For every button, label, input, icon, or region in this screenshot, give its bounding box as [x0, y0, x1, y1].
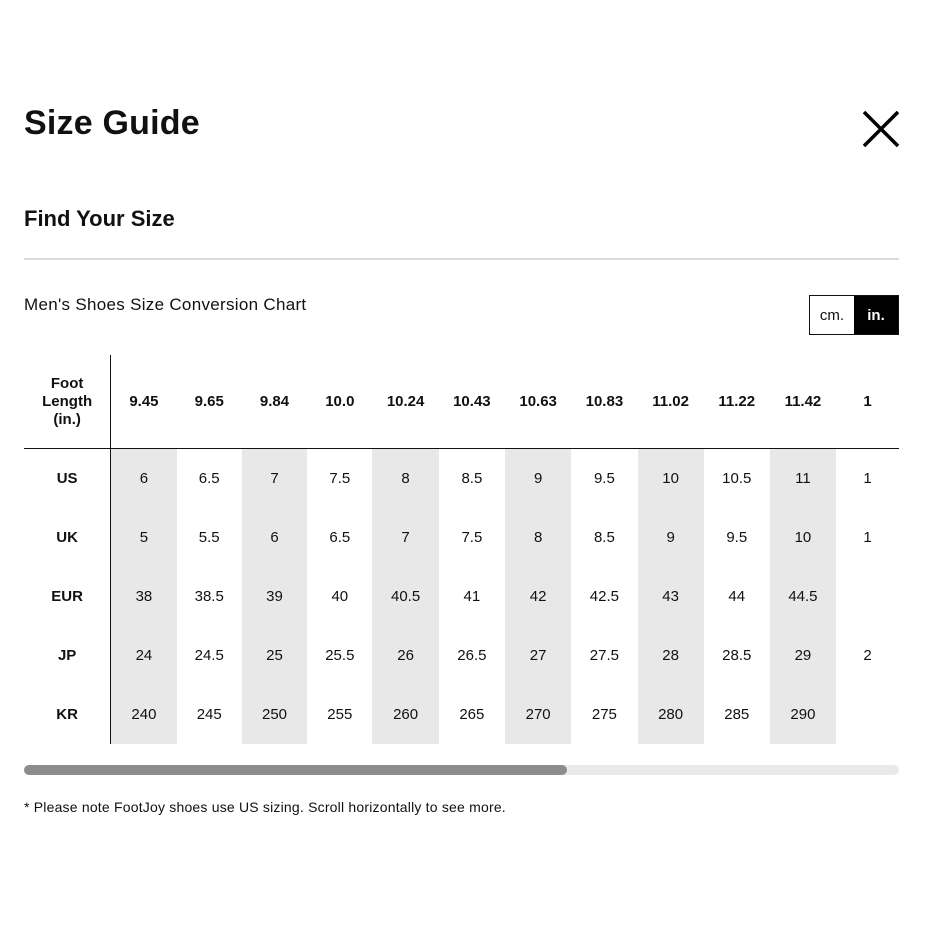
size-cell: 8 [505, 508, 571, 567]
foot-length-column-header: 11.02 [638, 355, 704, 449]
size-cell: 270 [505, 685, 571, 744]
size-cell: 2 [863, 647, 872, 664]
row-label: KR [24, 685, 111, 744]
foot-length-column-header: 10.83 [571, 355, 637, 449]
foot-length-header-line: Foot [50, 374, 84, 392]
table-row [24, 626, 899, 685]
foot-length-header [24, 355, 111, 449]
size-cell: 7 [242, 449, 307, 509]
size-cell: 44.5 [770, 567, 836, 626]
table-header-row [24, 355, 899, 449]
size-cell: 5.5 [198, 529, 220, 546]
size-cell: 24.5 [194, 647, 224, 664]
size-cell: 255 [327, 706, 353, 723]
size-cell: 6 [242, 508, 307, 567]
foot-length-header-line: (in.) [53, 410, 81, 428]
size-cell: 9.5 [593, 470, 615, 487]
size-cell: 43 [638, 567, 704, 626]
row-label: EUR [24, 567, 111, 626]
size-cell: 285 [724, 706, 750, 723]
unit-toggle [809, 295, 899, 335]
table-body [24, 449, 899, 745]
size-cell: 240 [111, 685, 177, 744]
size-conversion-table [24, 355, 899, 744]
unit-in-button[interactable]: in. [854, 296, 898, 334]
size-cell: 7.5 [461, 529, 483, 546]
size-cell: 38 [111, 567, 177, 626]
size-cell: 26 [372, 626, 438, 685]
foot-length-column-header: 11.42 [770, 355, 836, 449]
size-cell: 27.5 [589, 647, 619, 664]
size-cell: 265 [459, 706, 485, 723]
size-cell: 28 [638, 626, 704, 685]
modal-title: Size Guide [24, 104, 200, 142]
foot-length-column-header: 9.84 [242, 355, 307, 449]
size-cell: 39 [242, 567, 307, 626]
foot-length-column-header: 10.63 [505, 355, 571, 449]
close-icon [860, 108, 902, 150]
size-cell: 10.5 [722, 470, 752, 487]
unit-cm-button[interactable]: cm. [810, 296, 854, 334]
table-row [24, 567, 899, 626]
horizontal-scrollbar[interactable] [24, 765, 899, 775]
size-cell: 8.5 [461, 470, 483, 487]
size-cell: 41 [463, 588, 481, 605]
size-cell: 1 [863, 470, 872, 487]
size-cell: 44 [728, 588, 746, 605]
sizing-note: * Please note FootJoy shoes use US sizing. Scroll horizontally to see more. [24, 799, 506, 815]
size-cell: 6 [111, 449, 177, 509]
foot-length-column-header: 1 [836, 355, 899, 449]
size-cell: 6.5 [329, 529, 351, 546]
size-cell: 1 [863, 529, 872, 546]
size-cell: 250 [242, 685, 307, 744]
size-cell: 9.5 [726, 529, 748, 546]
section-subtitle: Find Your Size [24, 206, 175, 231]
size-cell [836, 685, 899, 744]
size-table-scroll-area[interactable] [24, 355, 899, 745]
size-cell: 40 [331, 588, 349, 605]
size-cell: 7 [372, 508, 438, 567]
size-cell: 29 [770, 626, 836, 685]
size-cell: 42 [505, 567, 571, 626]
size-cell: 25.5 [325, 647, 355, 664]
size-cell: 8.5 [593, 529, 615, 546]
row-label: US [24, 449, 111, 509]
size-cell: 260 [372, 685, 438, 744]
size-cell: 7.5 [329, 470, 351, 487]
foot-length-column-header: 9.65 [177, 355, 242, 449]
size-cell: 11 [770, 449, 836, 509]
foot-length-header-line: Length [42, 392, 93, 410]
size-cell: 38.5 [194, 588, 224, 605]
size-cell: 9 [505, 449, 571, 509]
size-cell: 6.5 [198, 470, 220, 487]
foot-length-column-header: 10.43 [439, 355, 505, 449]
size-cell: 245 [196, 706, 222, 723]
foot-length-column-header: 10.24 [372, 355, 438, 449]
table-row [24, 685, 899, 744]
table-row [24, 508, 899, 567]
size-cell: 28.5 [722, 647, 752, 664]
size-cell [836, 567, 899, 626]
size-cell: 9 [638, 508, 704, 567]
chart-heading: Men's Shoes Size Conversion Chart [24, 295, 307, 314]
size-cell: 275 [591, 706, 617, 723]
size-cell: 42.5 [589, 588, 619, 605]
size-cell: 27 [505, 626, 571, 685]
row-label: UK [24, 508, 111, 567]
close-button[interactable] [860, 108, 902, 150]
size-cell: 40.5 [372, 567, 438, 626]
size-cell: 10 [638, 449, 704, 509]
size-cell: 10 [770, 508, 836, 567]
table-row [24, 449, 899, 509]
size-cell: 24 [111, 626, 177, 685]
size-cell: 5 [111, 508, 177, 567]
row-label: JP [24, 626, 111, 685]
foot-length-column-header: 10.0 [307, 355, 372, 449]
foot-length-column-header: 11.22 [704, 355, 770, 449]
section-divider [24, 258, 899, 260]
size-cell: 290 [770, 685, 836, 744]
foot-length-column-header: 9.45 [111, 355, 177, 449]
size-cell: 8 [372, 449, 438, 509]
size-cell: 280 [638, 685, 704, 744]
scrollbar-thumb[interactable] [24, 765, 567, 775]
size-cell: 25 [242, 626, 307, 685]
size-cell: 26.5 [457, 647, 487, 664]
